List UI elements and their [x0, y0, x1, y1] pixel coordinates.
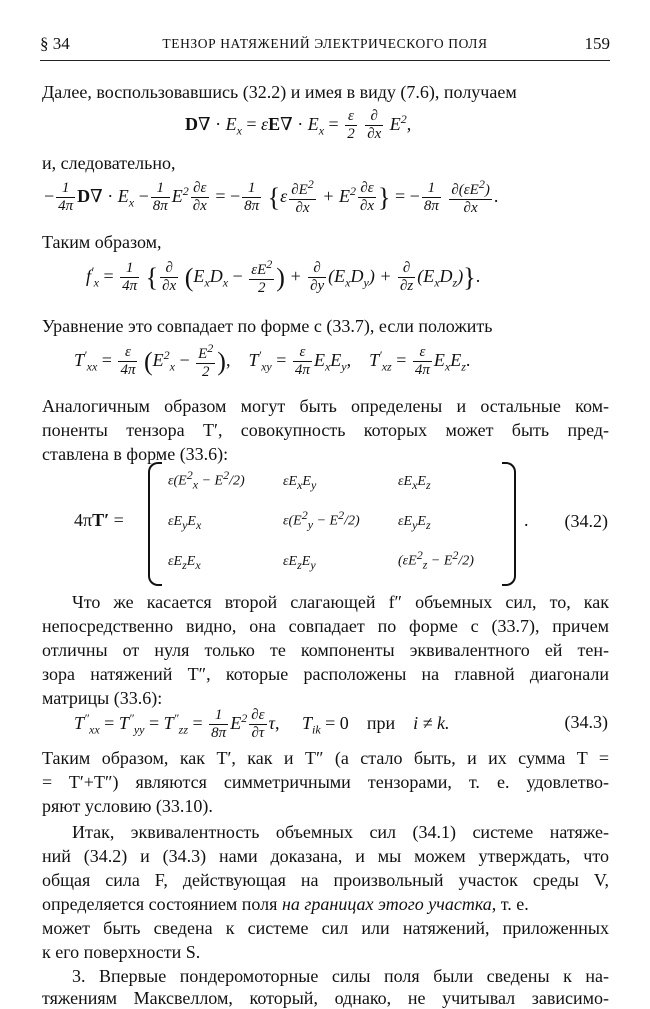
paragraph-line: ний (34.2) и (34.3) нами доказана, и мы можем утверждать, что: [42, 846, 609, 866]
paragraph-line: общая сила F, действующая на произвольный участок среды V,: [42, 870, 609, 890]
formula-expansion: − $\frac{1}{4\pi}$ $D\nabla \cdot E_x$ − $\frac{1}{8\pi}$ $E^2$ $\frac{\partial\varepsilon}{\partial x}$ = − $\frac{1}{8\pi}$ {ε $\frac{\partial E^2}{\partial x}$ + $E^2$ $\frac{\partial\varepsilon}{\partial x}$ } = − $\frac{1}{8\pi}$ $\frac{\partial(\varepsilon E^2)}{\partial x}$ .: [44, 177, 499, 217]
section-number: § 34: [40, 34, 70, 53]
paragraph-line: Аналогичным образом могут быть определены и остальные ком-: [42, 396, 609, 416]
formula-diagonal-tension: $T''_{xx} = T''_{yy} = T''_{zz}$ = $\frac{1}{8\pi}$ $E^2$ $\frac{\partial\varepsilon}{\partial\tau}$ τ, $T_{ik} = 0$ при i ≠ k.: [74, 707, 450, 742]
equation-number: (34.2): [564, 511, 608, 531]
paragraph-line: зора натяжений T″, которые расположены на главной диагонали: [42, 664, 609, 684]
formula-div-e-ex: $D\nabla \cdot E_x = \varepsilon E\nabla \cdot E_x$ = $\frac{\varepsilon}{2}$ $\frac{\partial}{\partial x}$ $E^2$,: [185, 108, 412, 143]
formula-force-x: $f'_x$ = $\frac{1}{4\pi}$ { $\frac{\partial}{\partial x}$ ($E_xD_x$ − $\frac{\varepsilon E^2}{2}$ ) + $\frac{\partial}{\partial y}$ $(E_xD_y)$ + $\frac{\partial}{\partial z}$ $(E_xD_z)$}.: [86, 257, 481, 297]
paragraph-line: Далее, воспользовавшись (32.2) и имея в виду (7.6), получаем: [42, 82, 517, 102]
matrix-cell: $\varepsilon E_xE_y$: [283, 474, 317, 492]
paragraph-line: матрицы (33.6):: [42, 688, 163, 708]
tension-matrix: [148, 462, 516, 582]
word-pri: при: [366, 712, 396, 733]
paragraph-line: отличны от нуля только те компоненты эквивалентного ей тен-: [42, 640, 609, 660]
page-header: [40, 30, 610, 61]
formula-tension-components: $T'_{xx}$ = $\frac{\varepsilon}{4\pi}$ ($E^2_x$ − $\frac{E^2}{2}$ ), $T'_{xy}$ = $\frac{\varepsilon}{4\pi}$ $E_xE_y$, $T'_{xz}$ = $\frac{\varepsilon}{4\pi}$ $E_xE_z$.: [74, 341, 471, 381]
text-span: определяется состоянием поля: [42, 894, 282, 914]
text-span: , т. е.: [491, 894, 529, 914]
matrix-cell: $\varepsilon(E^2_x - E^2/2)$: [168, 468, 245, 492]
condition-i-ne-k: i ≠ k.: [413, 712, 450, 733]
matrix-cell: $\varepsilon E_zE_x$: [168, 554, 201, 572]
matrix-cell: $\varepsilon E_zE_y$: [283, 554, 316, 572]
paragraph-line: непосредственно видно, она совпадает по форме с (33.7), причем: [42, 616, 609, 636]
page-number: 159: [584, 34, 610, 53]
italic-emphasis: на границах этого участка: [281, 894, 492, 914]
paragraph-line: Итак, эквивалентность объемных сил (34.1) системе натяже-: [72, 822, 609, 842]
matrix-left-brace: [148, 462, 162, 586]
paragraph-line: ставлена в форме (33.6):: [42, 444, 229, 464]
formula-matrix-lhs: 4πT′ =: [74, 510, 124, 530]
matrix-cell: $\varepsilon E_yE_x$: [168, 514, 202, 532]
matrix-right-brace: [502, 462, 516, 586]
paragraph-line: и, следовательно,: [42, 153, 176, 173]
running-title: ТЕНЗОР НАТЯЖЕНИЙ ЭЛЕКТРИЧЕСКОГО ПОЛЯ: [162, 36, 488, 51]
paragraph-line: Уравнение это совпадает по форме с (33.7), если положить: [42, 316, 493, 336]
paragraph-line: к его поверхности S.: [42, 942, 201, 962]
paragraph-line: [42, 894, 609, 915]
paragraph-line: тяжениям Максвеллом, который, однако, не учитывал зависимо-: [42, 988, 609, 1008]
paragraph-line: поненты тензора T′, совокупность которых может быть пред-: [42, 420, 609, 440]
matrix-period: .: [524, 510, 529, 530]
matrix-cell: $\varepsilon E_xE_z$: [398, 474, 431, 492]
paragraph-line: Таким образом, как T′, как и T″ (а стало быть, и их сумма T =: [42, 748, 609, 768]
paragraph-line: ряют условию (33.10).: [42, 796, 213, 816]
matrix-cell: $\varepsilon(E^2_y - E^2/2)$: [283, 508, 360, 532]
matrix-cell: $(\varepsilon E^2_z - E^2/2)$: [398, 548, 474, 572]
equation-number: (34.3): [564, 712, 608, 732]
paragraph-line: 3. Впервые пондеромоторные силы поля были сведены к на-: [72, 966, 609, 986]
matrix-cell: $\varepsilon E_yE_z$: [398, 514, 431, 532]
paragraph-line: = T′+T″) являются симметричными тензорами, т. е. удовлетво-: [42, 772, 609, 792]
paragraph-line: Что же касается второй слагающей f″ объемных сил, то, как: [72, 592, 609, 612]
paragraph-line: может быть сведена к системе сил или натяжений, приложенных: [42, 918, 609, 938]
paragraph-line: Таким образом,: [42, 232, 162, 252]
